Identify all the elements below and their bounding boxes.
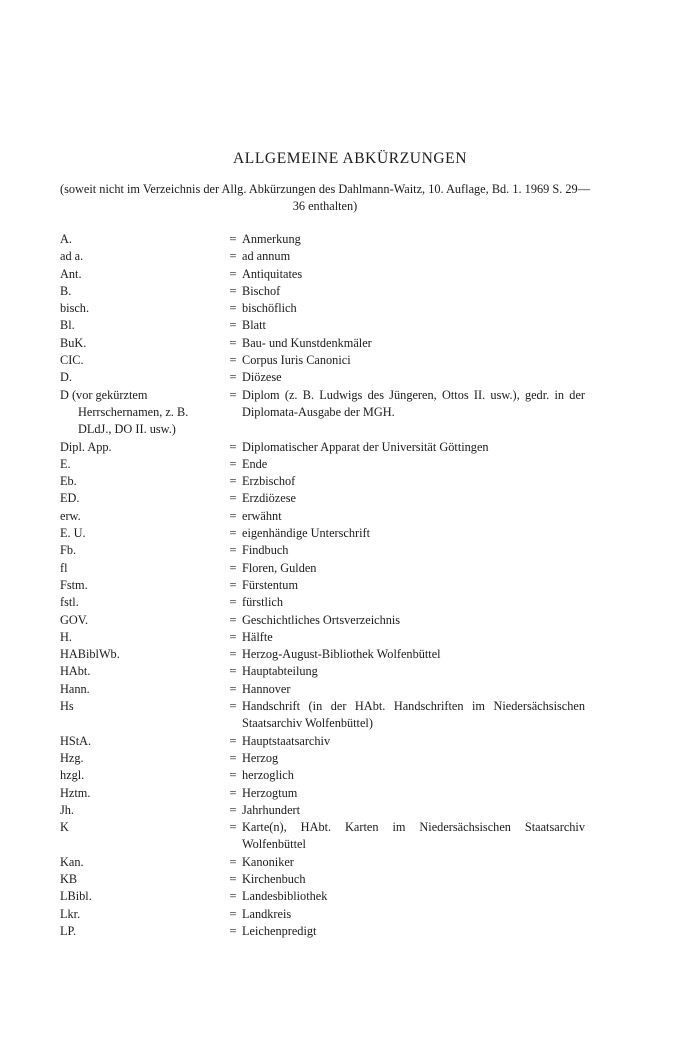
equals-sign: = xyxy=(229,232,237,246)
equals-sign: = xyxy=(229,802,237,817)
abbreviation-meaning: Herzog-August-Bibliothek Wolfenbüttel xyxy=(242,647,441,662)
abbreviation-term: KB xyxy=(60,871,78,886)
abbreviation-entry xyxy=(60,317,585,334)
abbreviation-entry xyxy=(60,733,585,750)
equals-sign: = xyxy=(229,768,237,783)
abbreviation-term: HStA. xyxy=(60,733,92,748)
abbreviation-meaning: Antiquitates xyxy=(242,266,303,281)
abbreviation-term: K xyxy=(60,820,69,835)
abbreviation-term: erw. xyxy=(60,508,81,523)
abbreviation-term: hzgl. xyxy=(60,768,85,783)
abbreviation-term: Ant. xyxy=(60,266,82,281)
abbreviation-term: Hzg. xyxy=(60,750,84,765)
equals-sign: = xyxy=(229,923,237,938)
abbreviation-meaning: Hauptabteilung xyxy=(242,664,318,679)
equals-sign: = xyxy=(229,906,237,921)
equals-sign: = xyxy=(229,370,237,385)
abbreviation-meaning: erwähnt xyxy=(242,508,282,523)
abbreviation-meaning: Corpus Iuris Canonici xyxy=(242,353,351,368)
abbreviation-term: Hs xyxy=(60,699,74,714)
equals-sign: = xyxy=(229,612,237,627)
abbreviation-entry xyxy=(60,283,585,300)
abbreviation-entry xyxy=(60,802,585,819)
equals-sign: = xyxy=(229,595,237,610)
abbreviation-entry xyxy=(60,525,585,542)
abbreviation-entry xyxy=(60,542,585,559)
abbreviation-entry xyxy=(60,923,585,940)
abbreviation-term: H. xyxy=(60,629,72,644)
abbreviation-entry xyxy=(60,508,585,525)
equals-sign: = xyxy=(229,733,237,748)
abbreviation-meaning: Kanoniker xyxy=(242,854,294,869)
equals-sign: = xyxy=(229,508,237,523)
abbreviation-meaning: Bau- und Kunstdenkmäler xyxy=(242,335,372,350)
equals-sign: = xyxy=(229,335,237,350)
abbreviation-meaning: Erzdiözese xyxy=(242,491,296,506)
abbreviation-meaning: bischöflich xyxy=(242,301,297,316)
abbreviation-meaning: Anmerkung xyxy=(242,232,301,246)
abbreviation-meaning: Diplomatischer Apparat der Universität Göttingen xyxy=(242,439,489,454)
abbreviation-meaning: Ende xyxy=(242,456,268,471)
abbreviation-entry xyxy=(60,335,585,352)
abbreviation-entry xyxy=(60,456,585,473)
abbreviation-entry xyxy=(60,387,585,439)
equals-sign: = xyxy=(229,318,237,333)
abbreviation-meaning: eigenhändige Unterschrift xyxy=(242,526,371,541)
equals-sign: = xyxy=(229,785,237,800)
abbreviation-meaning: Jahrhundert xyxy=(242,802,301,817)
equals-sign: = xyxy=(229,871,237,886)
abbreviation-entry xyxy=(60,231,585,248)
abbreviation-meaning: Leichenpredigt xyxy=(242,923,317,938)
abbreviation-meaning: Erzbischof xyxy=(242,474,296,489)
abbreviation-entry xyxy=(60,663,585,680)
abbreviation-meaning: herzoglich xyxy=(242,768,294,783)
equals-sign: = xyxy=(229,647,237,662)
abbreviation-meaning: ad annum xyxy=(242,249,291,264)
abbreviation-meaning: Floren, Gulden xyxy=(242,560,317,575)
abbreviation-meaning: Landesbibliothek xyxy=(242,889,328,904)
abbreviation-entry xyxy=(60,490,585,507)
abbreviation-meaning: Fürstentum xyxy=(242,577,299,592)
abbreviation-term: Fb. xyxy=(60,543,77,558)
abbreviation-term: BuK. xyxy=(60,335,87,350)
abbreviation-entry xyxy=(60,819,585,854)
abbreviation-term: Hann. xyxy=(60,681,90,696)
equals-sign: = xyxy=(229,301,237,316)
abbreviation-meaning: Hauptstaatsarchiv xyxy=(242,733,331,748)
abbreviation-term: Kan. xyxy=(60,854,84,869)
abbreviation-entry xyxy=(60,439,585,456)
abbreviation-meaning: Bischof xyxy=(242,283,281,298)
equals-sign: = xyxy=(229,820,237,835)
abbreviation-term: E. xyxy=(60,456,71,471)
abbreviation-entry xyxy=(60,785,585,802)
abbreviation-entry xyxy=(60,473,585,490)
abbreviation-meaning: Herzog xyxy=(242,750,279,765)
abbreviation-term: Fstm. xyxy=(60,577,88,592)
equals-sign: = xyxy=(229,491,237,506)
equals-sign: = xyxy=(229,353,237,368)
abbreviation-term: Jh. xyxy=(60,802,75,817)
abbreviation-term: Hztm. xyxy=(60,785,91,800)
abbreviation-meaning: fürstlich xyxy=(242,595,283,610)
equals-sign: = xyxy=(229,266,237,281)
page-title: ALLGEMEINE ABKÜRZUNGEN xyxy=(232,150,468,167)
equals-sign: = xyxy=(229,664,237,679)
abbreviation-entry xyxy=(60,594,585,611)
abbreviation-meaning: Hannover xyxy=(242,681,291,696)
abbreviation-meaning: Blatt xyxy=(242,318,266,333)
equals-sign: = xyxy=(229,439,237,454)
abbreviation-meaning: Findbuch xyxy=(242,543,289,558)
equals-sign: = xyxy=(229,283,237,298)
abbreviation-entry xyxy=(60,767,585,784)
equals-sign: = xyxy=(229,560,237,575)
abbreviation-list xyxy=(60,231,585,940)
abbreviation-entry xyxy=(60,560,585,577)
abbreviation-term: fstl. xyxy=(60,595,79,610)
abbreviation-term: E. U. xyxy=(60,526,86,541)
abbreviation-term: ED. xyxy=(60,491,80,506)
equals-sign: = xyxy=(229,889,237,904)
equals-sign: = xyxy=(229,854,237,869)
abbreviation-entry xyxy=(60,369,585,386)
abbreviation-term: Eb. xyxy=(60,474,77,489)
abbreviation-entry xyxy=(60,871,585,888)
abbreviation-term: bisch. xyxy=(60,301,90,316)
abbreviation-entry xyxy=(60,906,585,923)
abbreviation-term: CIC. xyxy=(60,353,84,368)
equals-sign: = xyxy=(229,577,237,592)
abbreviation-term: Bl. xyxy=(60,318,75,333)
abbreviation-meaning: Geschichtliches Ortsverzeichnis xyxy=(242,612,401,627)
equals-sign: = xyxy=(229,526,237,541)
equals-sign: = xyxy=(229,387,237,402)
equals-sign: = xyxy=(229,681,237,696)
abbreviation-entry xyxy=(60,352,585,369)
abbreviation-entry xyxy=(60,248,585,265)
abbreviation-term: fl xyxy=(60,560,68,575)
abbreviation-term: LP. xyxy=(60,923,77,938)
abbreviation-term: HABiblWb. xyxy=(60,647,120,662)
abbreviation-meaning: Handschrift (in der HAbt. Handschriften im Niedersächsischen Staatsarchiv Wolfenbüttel) xyxy=(242,699,585,731)
abbreviation-entry xyxy=(60,854,585,871)
abbreviation-entry xyxy=(60,629,585,646)
abbreviation-entry xyxy=(60,750,585,767)
abbreviation-term: A. xyxy=(60,232,72,246)
abbreviation-term: Lkr. xyxy=(60,906,81,921)
equals-sign: = xyxy=(229,750,237,765)
abbreviation-term: LBibl. xyxy=(60,889,92,904)
equals-sign: = xyxy=(229,543,237,558)
abbreviation-entry xyxy=(60,646,585,663)
abbreviation-term: HAbt. xyxy=(60,664,91,679)
equals-sign: = xyxy=(229,699,237,714)
abbreviation-entry xyxy=(60,266,585,283)
abbreviation-meaning: Hälfte xyxy=(242,629,273,644)
abbreviation-term: GOV. xyxy=(60,612,89,627)
abbreviation-meaning: Herzogtum xyxy=(242,785,298,800)
equals-sign: = xyxy=(229,249,237,264)
intro-note: (soweit nicht im Verzeichnis der Allg. Abkürzungen des Dahlmann-Waitz, 10. Auflage, Bd. 1. 1969 S. 29—36 enthalten) xyxy=(60,182,590,214)
abbreviation-entry xyxy=(60,698,585,733)
abbreviation-term: D (vor gekürztem Herrschernamen, z. B. DLdJ., DO II. usw.) xyxy=(60,387,189,437)
abbreviation-meaning: Diplom (z. B. Ludwigs des Jüngeren, Ottos II. usw.), gedr. in der Diplomata-Ausgabe der MGH. xyxy=(242,387,585,419)
equals-sign: = xyxy=(229,456,237,471)
abbreviation-entry xyxy=(60,888,585,905)
abbreviation-term: B. xyxy=(60,283,72,298)
abbreviation-entry xyxy=(60,577,585,594)
abbreviation-term: ad a. xyxy=(60,249,84,264)
abbreviation-term: Dipl. App. xyxy=(60,439,112,454)
abbreviation-entry xyxy=(60,681,585,698)
equals-sign: = xyxy=(229,629,237,644)
abbreviation-meaning: Kirchenbuch xyxy=(242,871,306,886)
abbreviation-meaning: Diözese xyxy=(242,370,282,385)
abbreviation-meaning: Landkreis xyxy=(242,906,292,921)
abbreviation-entry xyxy=(60,300,585,317)
abbreviation-entry xyxy=(60,612,585,629)
abbreviation-term: D. xyxy=(60,370,72,385)
abbreviation-meaning: Karte(n), HAbt. Karten im Niedersächsischen Staatsarchiv Wolfenbüttel xyxy=(242,820,585,852)
equals-sign: = xyxy=(229,474,237,489)
